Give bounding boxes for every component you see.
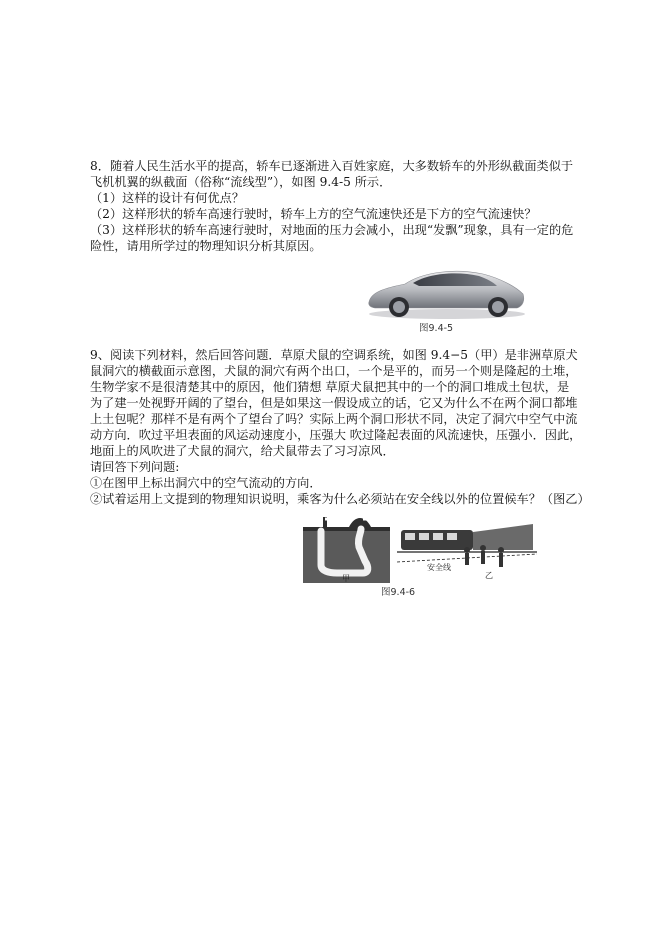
q9-line: 生物学家不是很清楚其中的原因，他们猜想 草原犬鼠把其中的一个的洞口堆成土包状，是 bbox=[90, 380, 570, 394]
train-platform-figure bbox=[397, 520, 537, 582]
q9-line: 地面上的风吹进了犬鼠的洞穴，给犬鼠带去了习习凉风． bbox=[90, 444, 395, 458]
q8-line: 飞机机翼的纵截面（俗称“流线型”），如图 9.4-5 所示． bbox=[90, 175, 392, 189]
safety-line-label: 安全线 bbox=[427, 563, 451, 572]
q9-line: ②试着运用上文提到的物理知识说明，乘客为什么必须站在安全线以外的位置候车？（图乙） bbox=[90, 492, 590, 506]
q9-line: 为了建一处视野开阔的了望台，但是如果这一假设成立的话，它又为什么不在两个洞口都堆 bbox=[90, 396, 578, 410]
q8-line: （1）这样的设计有何优点？ bbox=[90, 191, 245, 205]
q9-line: 鼠洞穴的横截面示意图，犬鼠的洞穴有两个出口，一个是平的，而另一个则是隆起的土堆， bbox=[90, 364, 578, 378]
burrow-figure bbox=[303, 517, 390, 583]
figure-label-yi: 乙 bbox=[485, 571, 493, 580]
figure-9-4-5-caption: 图9.4-5 bbox=[419, 323, 454, 334]
q8-line: 8．随着人民生活水平的提高，轿车已逐渐进入百姓家庭，大多数轿车的外形纵截面类似于 bbox=[90, 159, 574, 173]
question-9 bbox=[90, 347, 590, 507]
q8-line: （2）这样形状的轿车高速行驶时，轿车上方的空气流速快还是下方的空气流速快？ bbox=[90, 207, 537, 221]
figure-label-jia: 甲 bbox=[342, 574, 350, 583]
q8-line: 险性，请用所学过的物理知识分析其原因。 bbox=[90, 239, 322, 253]
q9-line: ①在图甲上标出洞穴中的空气流动的方向． bbox=[90, 476, 322, 490]
q9-line: 上土包呢？那样不是有两个了望台了吗？实际上两个洞口形状不同，决定了洞穴中空气中流 bbox=[90, 412, 578, 426]
q9-line: 请回答下列问题: bbox=[90, 460, 180, 474]
question-8 bbox=[90, 158, 576, 254]
q9-line: 9、阅读下列材料，然后回答问题．草原犬鼠的空调系统，如图 9.4−5（甲）是非洲草原犬 bbox=[90, 348, 578, 362]
q8-line: （3）这样形状的轿车高速行驶时，对地面的压力会减小，出现“发飘”现象，具有一定的危 bbox=[90, 223, 574, 237]
figure-9-4-6-caption: 图9.4-6 bbox=[381, 587, 416, 598]
q9-line: 动方向．吹过平坦表面的风运动速度小，压强大 吹过隆起表面的风流速快，压强小．因此， bbox=[90, 428, 582, 442]
car-figure bbox=[365, 264, 528, 320]
